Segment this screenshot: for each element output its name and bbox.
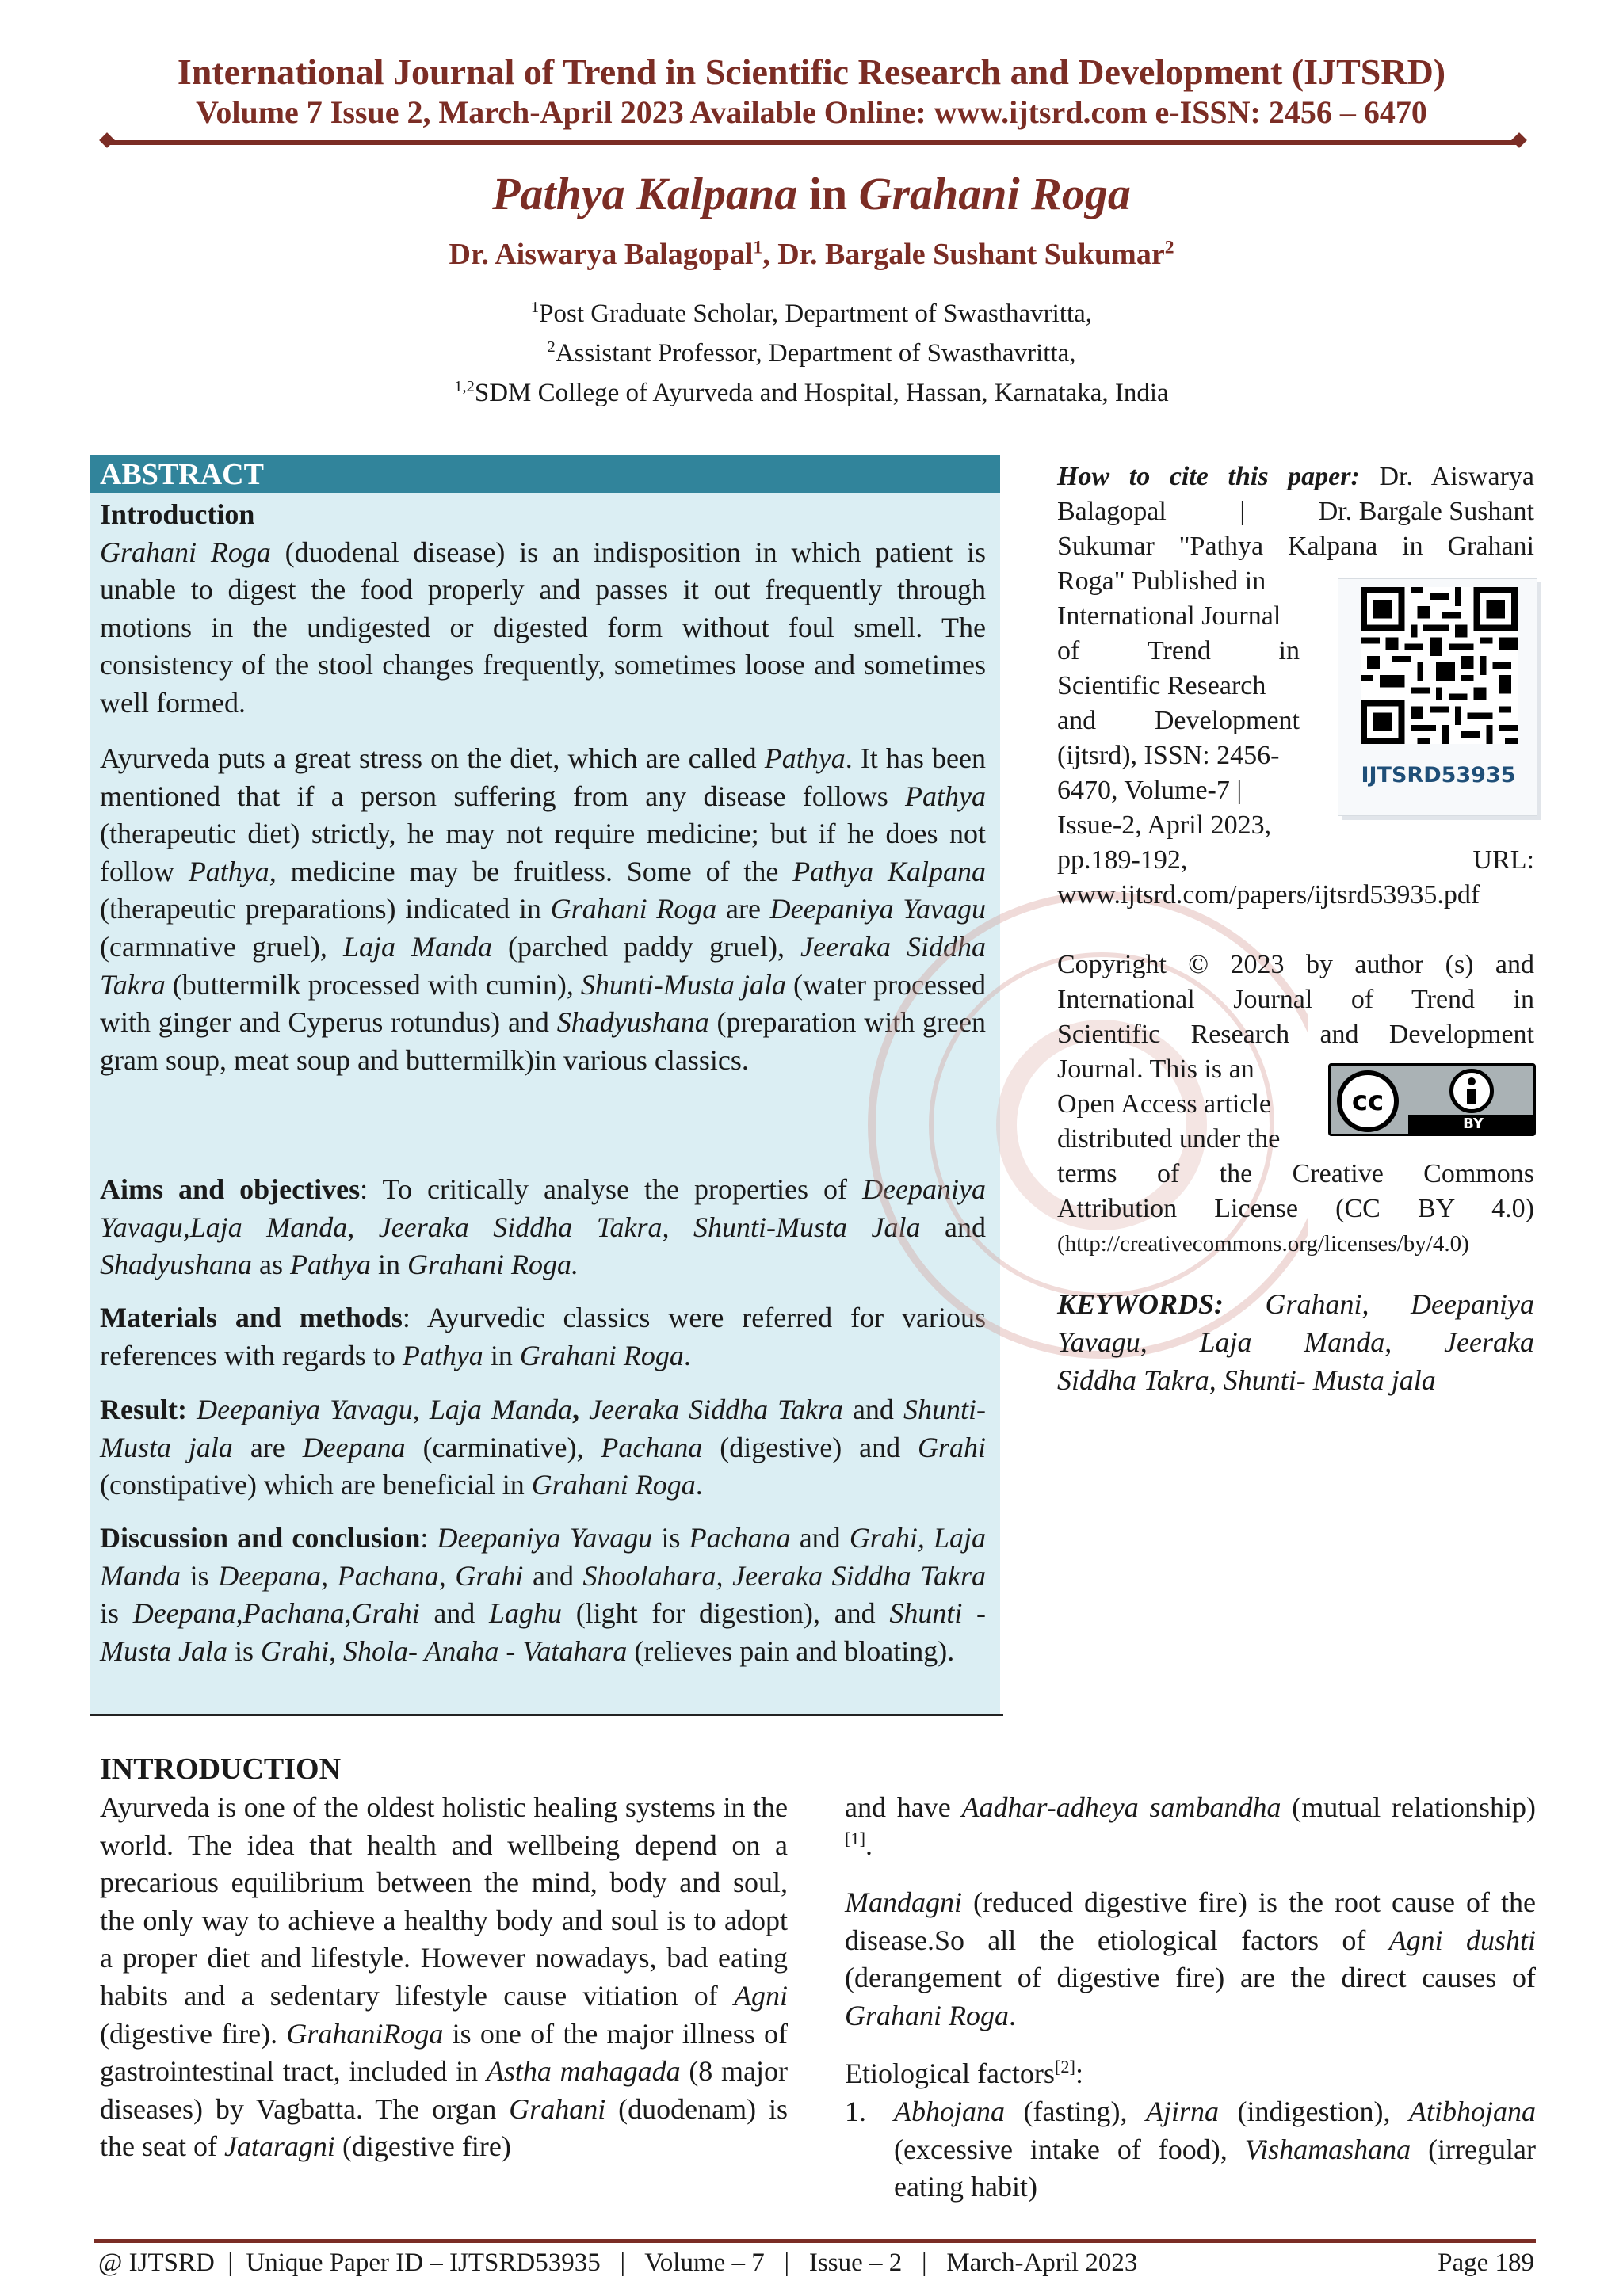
citation-line-1: How to cite this paper: Dr. Aiswarya [1057,462,1534,491]
license-url[interactable]: (http://creativecommons.org/licenses/by/4.0) [1057,1231,1469,1257]
copyright-line-1: Copyright © 2023 by author (s) and [1057,950,1534,979]
abstract-materials: Materials and methods: Ayurvedic classics were referred for various references with regards to Pathya in Grahani Roga. [100,1302,986,1371]
keywords-line-2: Yavagu, Laja Manda, Jeeraka [1057,1326,1534,1358]
journal-issue-info: Volume 7 Issue 2, March-April 2023 Available Online: www.ijtsrd.com e-ISSN: 2456 – 6470 [196,94,1427,130]
keywords-line-3: Siddha Takra, Shunti- Musta jala [1057,1364,1436,1396]
citation-url[interactable]: www.ijtsrd.com/papers/ijtsrd53935.pdf [1057,880,1480,910]
etiological-factors-heading: Etiological factors[2]: [845,2057,1083,2089]
affiliation-2: $^2$Assistant Professor, Department of Swasthavritta, [547,338,1076,368]
paper-title: Pathya Kalpana in Grahani Roga [492,168,1131,219]
copyright-line-5: Open Access article [1057,1089,1271,1119]
copyright-line-8: Attribution License (CC BY 4.0) [1057,1194,1534,1223]
page-number: Page 189 [1438,2248,1534,2277]
citation-line-3: Sukumar "Pathya Kalpana in Grahani [1057,532,1534,561]
footer-info: @ IJTSRD | Unique Paper ID – IJTSRD53935 | Volume – 7 | Issue – 2 | March-April 2023 [98,2248,1138,2277]
cc-by-license-badge[interactable] [1328,1063,1536,1136]
abstract-discussion: Discussion and conclusion: Deepaniya Yavagu is Pachana and Grahi, Laja Manda is Deepana, Pachana, Grahi and Shoolahara, Jeeraka Siddha Takra is Deepana,Pachana,Grahi and Laghu (light for digestion), and Shunti -Musta Jala is Grahi, Shola- Anaha - Vatahara (relieves pain and bloating). [100,1522,987,1667]
affiliation-3: $^{1,2}$SDM College of Ayurveda and Hospital, Hassan, Karnataka, India [454,378,1169,407]
citation-line-7: Scientific Research [1057,671,1266,700]
affiliation-1: $^1$Post Graduate Scholar, Department of Swasthavritta, [530,299,1093,328]
citation-line-6: of Trend in [1057,636,1300,666]
abstract-introduction: Introduction Grahani Roga (duodenal disease) is an indisposition in which patient is unable to digest the food properly and passes it out frequently through motions in the undigested or digested form without foul smell. The consistency of the stool changes frequently, sometimes loose and sometimes well formed. [100,498,986,719]
introduction-paragraph-1-cont: and have Aadhar-adheya sambandha (mutual relationship)[1]. [845,1791,1536,1861]
keywords-line-1: KEYWORDS: Grahani, Deepaniya [1057,1288,1534,1320]
copyright-line-7: terms of the Creative Commons [1057,1159,1534,1188]
copyright-line-2: International Journal of Trend in [1057,985,1534,1014]
introduction-heading: INTRODUCTION [100,1753,342,1786]
authors: Dr. Aiswarya Balagopal$^1$, Dr. Bargale Sushant Sukumar$^2$ [449,237,1174,271]
journal-title: International Journal of Trend in Scientific Research and Development (IJTSRD) [177,51,1446,92]
citation-line-4: Roga" Published in [1057,566,1266,596]
citation-line-11: Issue-2, April 2023, [1057,810,1272,840]
citation-line-5: International Journal [1057,601,1281,631]
qr-card [1338,578,1537,816]
by-label: BY [1408,1115,1536,1134]
footer-divider [94,2239,1536,2243]
introduction-paragraph-1: Ayurveda is one of the oldest holistic healing systems in the world. The idea that health and wellbeing depend on a precarious equilibrium between the mind, body and soul, the only way to achieve a healthy body and soul is to adopt a proper diet and lifestyle. However nowadays, bad eating habits and a sedentary lifestyle cause vitiation of Agni (digestive fire). GrahaniRoga is one of the major illness of gastrointestinal tract, included in Astha mahagada (8 major diseases) by Vagbatta. The organ Grahani (duodenam) is the seat of Jataragni (digestive fire) [100,1791,789,2163]
abstract-result: Result: Deepaniya Yavagu, Laja Manda, Jeeraka Siddha Takra and Shunti-Musta jala are Deepana (carminative), Pachana (digestive) and Grahi (constipative) which are beneficial in Grahani Roga. [100,1394,987,1501]
etiological-factor-1: Abhojana (fasting), Ajirna (indigestion), Atibhojana (excessive intake of food), Vishamashana (irregular eating habit) [894,2096,1536,2203]
copyright-line-6: distributed under the [1057,1124,1281,1154]
header-divider [108,140,1518,145]
abstract-heading: ABSTRACT [90,455,1000,493]
qr-code-icon [1361,587,1518,744]
citation-line-12: pp.189-192, URL: [1057,845,1534,875]
abstract-pathya-paragraph: Ayurveda puts a great stress on the diet, which are called Pathya. It has been mentioned that if a person suffering from any disease follows Pathya (therapeutic diet) strictly, he may not require medicine; but if he does not follow Pathya, medicine may be fruitless. Some of the Pathya Kalpana (therapeutic preparations) indicated in Grahani Roga are Deepaniya Yavagu (carmnative gruel), Laja Manda (parched paddy gruel), Jeeraka Siddha Takra (buttermilk processed with cumin), Shunti-Musta jala (water processed with ginger and Cyperus rotundus) and Shadyushana (preparation with green gram soup, meat soup and buttermilk)in various classics. [100,742,986,1076]
copyright-line-3: Scientific Research and Development [1057,1020,1534,1049]
citation-line-9: (ijtsrd), ISSN: 2456- [1057,741,1280,770]
introduction-paragraph-2: Mandagni (reduced digestive fire) is the root cause of the disease.So all the etiological factors of Agni dushti (derangement of digestive fire) are the direct causes of Grahani Roga. [845,1886,1536,2031]
copyright-line-4: Journal. This is an [1057,1055,1254,1084]
attribution-person-icon [1449,1069,1494,1113]
abstract-bottom-rule [90,1714,1003,1716]
citation-line-10: 6470, Volume-7 | [1057,776,1243,805]
citation-line-2: Balagopal | Dr. Bargale Sushant [1057,497,1534,526]
paper-id-label: IJTSRD53935 [1361,763,1516,788]
abstract-aims: Aims and objectives: To critically analyse the properties of Deepaniya Yavagu,Laja Manda, Jeeraka Siddha Takra, Shunti-Musta Jala and Shadyushana as Pathya in Grahani Roga. [100,1173,987,1281]
page-footer [98,2247,1534,2279]
citation-line-8: and Development [1057,706,1300,735]
list-number-1: 1. [845,2096,866,2127]
cc-icon: cc [1337,1070,1399,1132]
